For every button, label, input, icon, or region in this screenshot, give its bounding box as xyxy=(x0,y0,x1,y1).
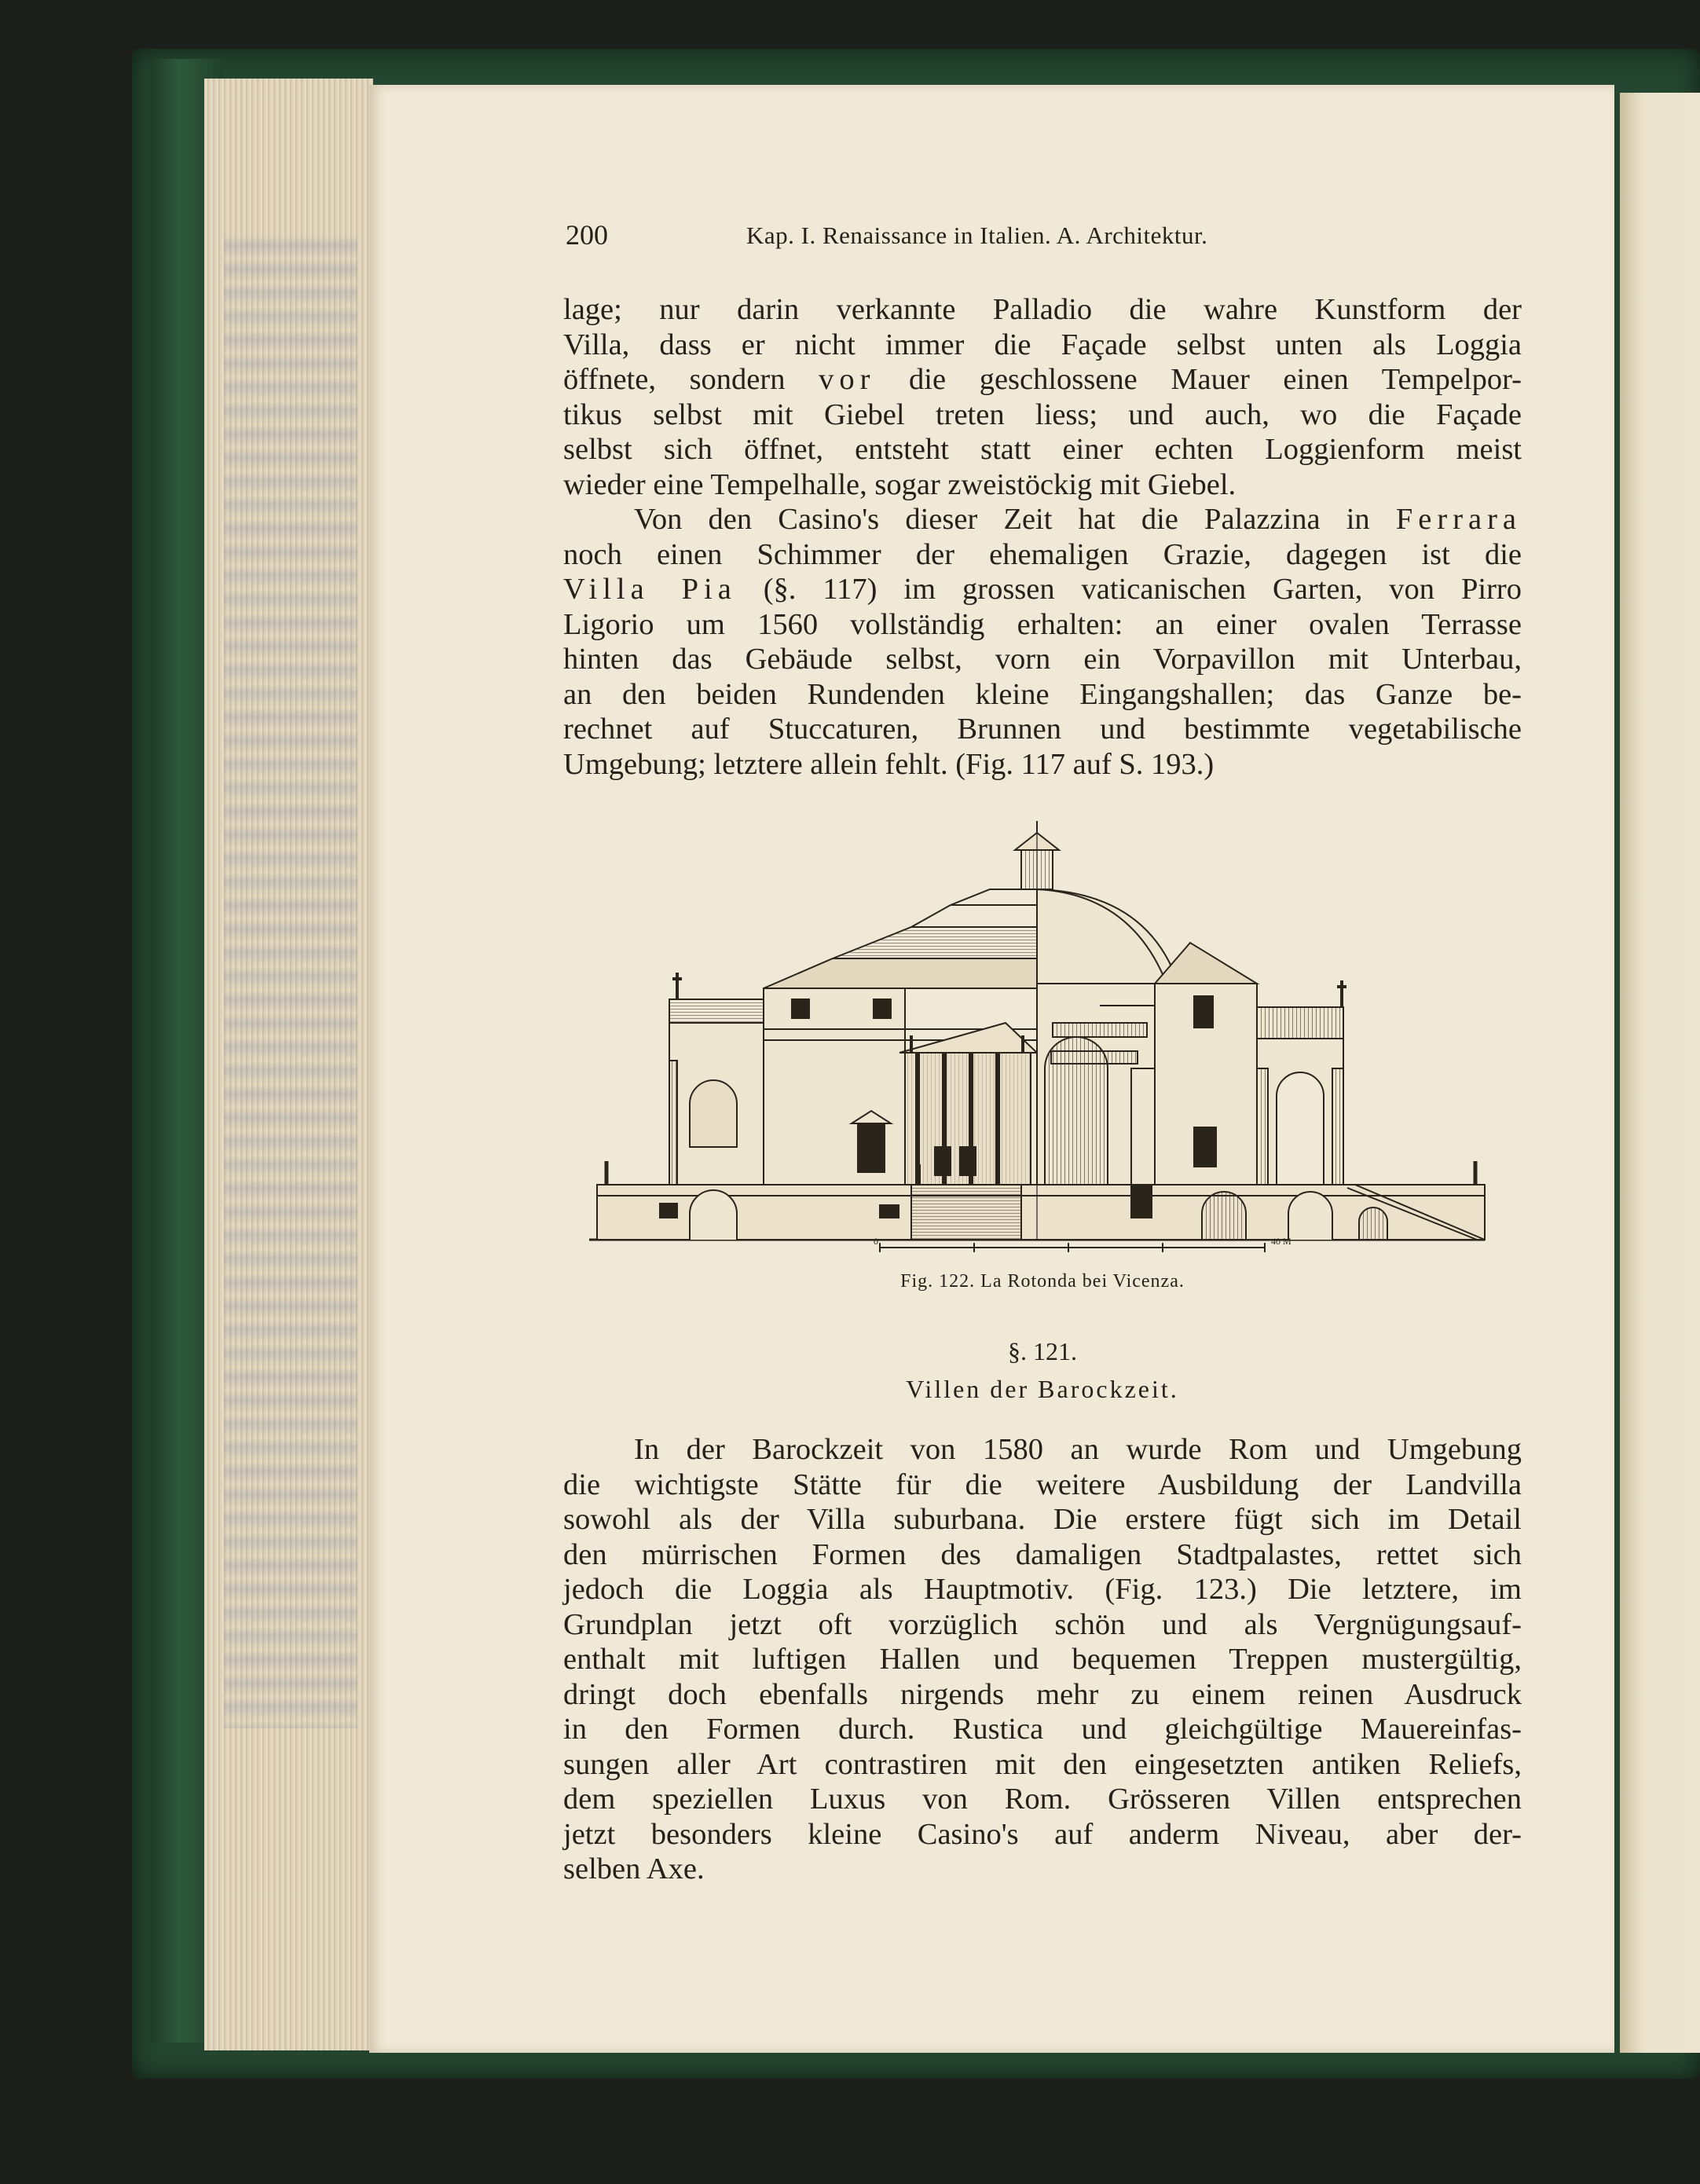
text-line: Grundplan jetzt oft vorzüglich schön und als Vergnügungsauf- xyxy=(563,1607,1522,1641)
paragraph-3 xyxy=(563,1432,1522,1887)
paragraph-1 xyxy=(563,292,1522,502)
page-number: 200 xyxy=(566,219,608,251)
text-line: Ligorio um 1560 vollständig erhalten: an einer ovalen Terrasse xyxy=(563,607,1522,641)
section-title: Villen der Barockzeit. xyxy=(906,1375,1179,1403)
emphasis-text: Villa Pia xyxy=(563,573,737,606)
text-line: tikus selbst mit Giebel treten liess; und auch, wo die Façade xyxy=(563,398,1522,431)
text-line: in den Formen durch. Rustica und gleichgültige Mauereinfas- xyxy=(563,1713,1522,1746)
scale-start-label: 0 xyxy=(874,1236,878,1247)
marbled-edge-tint xyxy=(224,236,357,1728)
running-title: Kap. I. Renaissance in Italien. A. Architektur. xyxy=(746,222,1208,249)
rotonda-illustration xyxy=(581,817,1493,1257)
text-line xyxy=(563,502,1522,537)
text-line: sungen aller Art contrastiren mit den eingesetzten antiken Reliefs, xyxy=(563,1747,1522,1781)
text-line: Villa, dass er nicht immer die Façade selbst unten als Loggia xyxy=(563,328,1522,361)
text-line: noch einen Schimmer der ehemaligen Grazie, dagegen ist die xyxy=(563,537,1522,571)
text-line: In der Barockzeit von 1580 an wurde Rom und Umgebung xyxy=(634,1433,1522,1466)
paragraph-2 xyxy=(563,502,1522,782)
emphasis-text: Ferrara xyxy=(1395,503,1522,536)
text-run: Von den Casino's dieser Zeit hat die Palazzina in xyxy=(634,503,1370,536)
text-line xyxy=(563,572,1522,607)
text-run: die geschlossene Mauer einen Tempelpor- xyxy=(909,363,1522,396)
text-line: selben Axe. xyxy=(563,1852,705,1885)
text-line: sowohl als der Villa suburbana. Die erstere fügt sich im Detail xyxy=(563,1503,1522,1536)
text-line: Umgebung; letztere allein fehlt. (Fig. 117 auf S. 193.) xyxy=(563,747,1215,781)
emphasis-text: vor xyxy=(819,363,876,396)
text-line: den mürrischen Formen des damaligen Stadtpalastes, rettet sich xyxy=(563,1537,1522,1571)
text-line: rechnet auf Stuccaturen, Brunnen und bestimmte vegetabilische xyxy=(563,713,1522,746)
text-run: (§. 117) im grossen vaticanischen Garten, von Pirro xyxy=(763,573,1522,606)
text-line: selbst sich öffnet, entsteht statt einer echten Loggienform meist xyxy=(563,433,1522,466)
text-line: enthalt mit luftigen Hallen und bequemen Treppen mustergültig, xyxy=(563,1643,1522,1676)
text-line: jetzt besonders kleine Casino's auf anderm Niveau, aber der- xyxy=(563,1817,1522,1851)
text-line: an den beiden Rundenden kleine Eingangshallen; das Ganze be- xyxy=(563,677,1522,711)
text-line: jedoch die Loggia als Hauptmotiv. (Fig. 123.) Die letztere, im xyxy=(563,1573,1522,1606)
figure-caption: Fig. 122. La Rotonda bei Vicenza. xyxy=(900,1271,1185,1292)
text-line: wieder eine Tempelhalle, sogar zweistöckig mit Giebel. xyxy=(563,467,1237,501)
text-line: dem speziellen Luxus von Rom. Grösseren Villen entsprechen xyxy=(563,1783,1522,1816)
scale-end-label: 40 M xyxy=(1271,1236,1291,1247)
text-line: dringt doch ebenfalls nirgends mehr zu einem reinen Ausdruck xyxy=(563,1677,1522,1711)
text-run: öffnete, sondern xyxy=(563,363,786,396)
text-line: die wichtigste Stätte für die weitere Ausbildung der Landvilla xyxy=(563,1468,1522,1501)
text-line xyxy=(563,362,1522,398)
section-number: §. 121. xyxy=(1008,1337,1077,1365)
text-line: lage; nur darin verkannte Palladio die wahre Kunstform der xyxy=(563,293,1522,326)
text-line: hinten das Gebäude selbst, vorn ein Vorpavillon mit Unterbau, xyxy=(563,643,1522,676)
facing-page-edge xyxy=(1620,93,1700,2053)
